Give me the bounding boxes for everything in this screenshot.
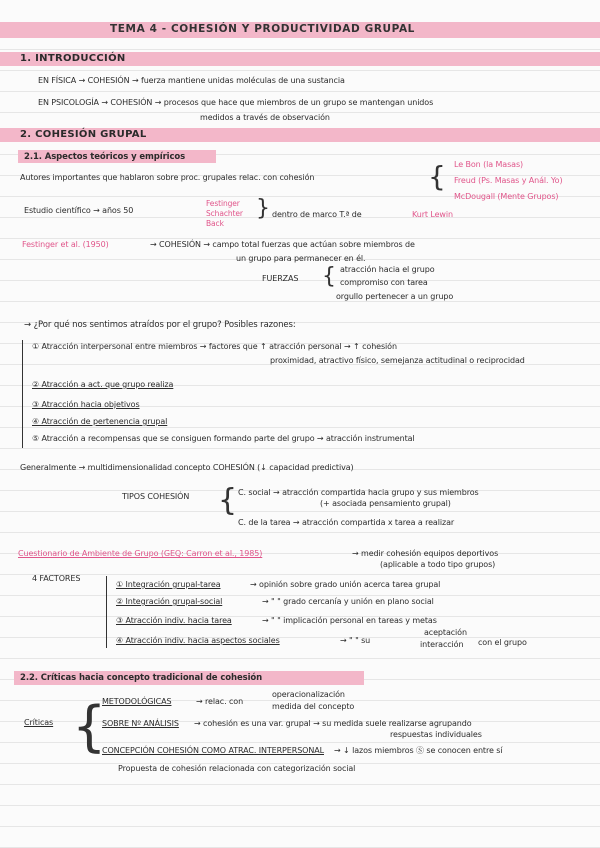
estudio-names: Festinger Schachter Back <box>206 199 243 228</box>
critica-metodologicas-rel: → relac. con <box>196 697 244 706</box>
fuerza-1: atracción hacia el grupo <box>340 265 435 274</box>
tipos-label: TIPOS COHESIÓN <box>122 492 190 501</box>
author-mcdougall: McDougall (Mente Grupos) <box>454 192 559 201</box>
factor-1-desc: → opinión sobre grado unión acerca tarea grupal <box>250 580 441 589</box>
factores-label: 4 FACTORES <box>32 574 81 583</box>
reason-1b: proximidad, atractivo físico, semejanza actitudinal o reciprocidad <box>270 356 525 365</box>
factor-3-desc: → " " implicación personal en tareas y metas <box>262 616 437 625</box>
tipo-tarea: C. de la tarea → atracción compartida x tarea a realizar <box>238 518 455 527</box>
fuerzas-brace: { <box>322 264 336 289</box>
factor-4-interaccion: interacción <box>420 640 464 649</box>
authors-line: Autores importantes que hablaron sobre proc. grupales relac. con cohesión <box>20 173 315 182</box>
critica-propuesta: Propuesta de cohesión relacionada con categorización social <box>118 764 356 773</box>
tipo-social-note: (+ asociada pensamiento grupal) <box>320 499 451 508</box>
factor-3: ③ Atracción indiv. hacia tarea <box>116 616 232 625</box>
festinger-def2: un grupo para permanecer en él. <box>236 254 366 263</box>
general-line: Generalmente → multidimensionalidad concepto COHESIÓN (↓ capacidad predictiva) <box>20 463 354 472</box>
estudio-line: Estudio científico → años 50 <box>24 206 134 215</box>
author-lebon: Le Bon (la Masas) <box>454 160 524 169</box>
critica-analisis: SOBRE Nº ANÁLISIS <box>102 719 179 728</box>
factor-4-end: con el grupo <box>478 638 527 647</box>
reason-1: ① Atracción interpersonal entre miembros → factores que ↑ atracción personal → ↑ cohesión <box>32 342 397 351</box>
geq-def2: (aplicable a todo tipo grupos) <box>380 560 496 569</box>
fuerza-3: orgullo pertenecer a un grupo <box>336 292 454 301</box>
s1-line1: EN FÍSICA → COHESIÓN → fuerza mantiene unidas moléculas de una sustancia <box>38 76 345 85</box>
section1-heading: 1. INTRODUCCIÓN <box>20 53 126 64</box>
critica-metodologicas-c1: operacionalización <box>272 690 345 699</box>
critica-concepcion-desc: → ↓ lazos miembros Ⓢ se conocen entre sí <box>334 746 503 755</box>
sub21-heading: 2.1. Aspectos teóricos y empíricos <box>24 152 186 162</box>
critica-analisis-desc: → cohesión es una var. grupal → su medida suele realizarse agrupando <box>194 719 472 728</box>
critica-concepcion: CONCEPCIÓN COHESIÓN COMO ATRAC. INTERPERSONAL <box>102 746 324 755</box>
s1-line2: EN PSICOLOGÍA → COHESIÓN → procesos que hace que miembros de un grupo se mantengan unidos <box>38 98 434 107</box>
authors-brace: { <box>428 160 446 193</box>
factor-2: ② Integración grupal-social <box>116 597 223 606</box>
critica-metodologicas: METODOLÓGICAS <box>102 697 172 706</box>
festinger-def1: → COHESIÓN → campo total fuerzas que actúan sobre miembros de <box>150 240 415 249</box>
reason-2: ② Atracción a act. que grupo realiza <box>32 380 174 389</box>
kurt-lewin: Kurt Lewin <box>412 210 453 219</box>
fuerza-2: compromiso con tarea <box>340 278 428 287</box>
author-freud: Freud (Ps. Masas y Anál. Yo) <box>454 176 563 185</box>
reason-3: ③ Atracción hacia objetivos <box>32 400 140 409</box>
factor-4: ④ Atracción indiv. hacia aspectos sociales <box>116 636 280 645</box>
festinger-ref: Festinger et al. (1950) <box>22 240 109 249</box>
tipo-social: C. social → atracción compartida hacia grupo y sus miembros <box>238 488 479 497</box>
estudio-brace: } <box>256 196 270 221</box>
factor-2-desc: → " " grado cercanía y unión en plano social <box>262 597 434 606</box>
s1-line3: medidos a través de observación <box>200 113 330 122</box>
criticas-brace: { <box>72 695 107 758</box>
critica-analisis-desc2: respuestas individuales <box>390 730 482 739</box>
geq-def1: → medir cohesión equipos deportivos <box>352 549 499 558</box>
section2-heading: 2. COHESIÓN GRUPAL <box>20 129 147 140</box>
question-line: → ¿Por qué nos sentimos atraídos por el grupo? Posibles razones: <box>24 320 296 330</box>
estudio-dentro: dentro de marco T.ª de <box>272 210 362 219</box>
factor-4-aceptacion: aceptación <box>424 628 467 637</box>
reason-4: ④ Atracción de pertenencia grupal <box>32 417 168 426</box>
factores-bar <box>106 576 107 648</box>
fuerzas-label: FUERZAS <box>262 274 299 283</box>
reason-5: ⑤ Atracción a recompensas que se consiguen formando parte del grupo → atracción instrumental <box>32 434 415 443</box>
tipos-brace: { <box>218 483 238 518</box>
sub22-heading: 2.2. Críticas hacia concepto tradicional de cohesión <box>20 673 263 683</box>
reasons-bar <box>22 340 23 448</box>
page-title: TEMA 4 - COHESIÓN Y PRODUCTIVIDAD GRUPAL <box>110 23 415 35</box>
geq-title: Cuestionario de Ambiente de Grupo (GEQ: Carron et al., 1985) <box>18 549 263 558</box>
factor-1: ① Integración grupal-tarea <box>116 580 221 589</box>
criticas-label: Críticas <box>24 718 54 727</box>
factor-4-desc: → " " su <box>340 636 371 645</box>
critica-metodologicas-c2: medida del concepto <box>272 702 355 711</box>
